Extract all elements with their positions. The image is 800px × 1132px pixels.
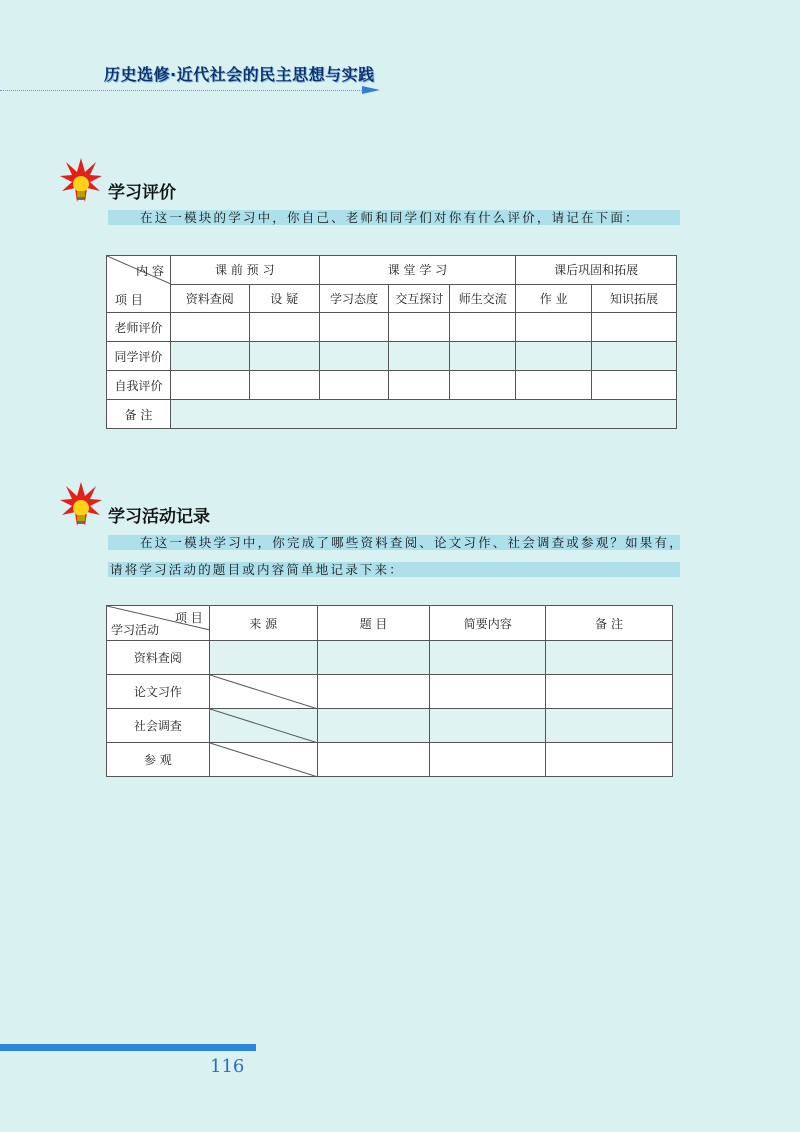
slash-line: [210, 709, 318, 743]
entry-cell[interactable]: [389, 342, 450, 371]
entry-cell[interactable]: [546, 675, 673, 709]
sub-header: 师生交流: [450, 284, 516, 313]
entry-cell[interactable]: [516, 371, 592, 400]
page-number: 116: [210, 1056, 245, 1077]
section-intro-text-line1: 在这一模块学习中，你完成了哪些资料查阅、论文习作、社会调查或参观？如果有，: [140, 535, 684, 550]
entry-cell[interactable]: [546, 641, 673, 675]
table-row: [107, 641, 673, 675]
column-header: 来 源: [209, 606, 317, 641]
sub-header: 设 疑: [249, 284, 319, 313]
entry-cell[interactable]: [389, 313, 450, 342]
activity-record-table: [106, 605, 673, 777]
row-label: 同学评价: [107, 342, 171, 371]
column-header: 备 注: [546, 606, 673, 641]
section-title-activity-record: 学习活动记录: [108, 507, 210, 527]
entry-cell[interactable]: [317, 641, 430, 675]
group-header: 课 堂 学 习: [319, 256, 516, 285]
lightbulb-burst-icon: [60, 482, 102, 534]
table-row: [107, 342, 677, 371]
entry-cell[interactable]: [317, 675, 430, 709]
section-intro-text-line2: 请将学习活动的题目或内容简单地记录下来：: [110, 562, 405, 577]
entry-cell[interactable]: [249, 371, 319, 400]
entry-cell[interactable]: [430, 675, 546, 709]
sub-header: 学习态度: [319, 284, 389, 313]
corner-label-item: 项 目: [115, 293, 143, 307]
sub-header: 知识拓展: [592, 284, 677, 313]
entry-cell[interactable]: [430, 743, 546, 777]
entry-cell[interactable]: [450, 342, 516, 371]
entry-cell[interactable]: [249, 342, 319, 371]
row-label: 老师评价: [107, 313, 171, 342]
entry-cell[interactable]: [546, 743, 673, 777]
row-label-remark: 备 注: [107, 400, 171, 429]
row-label: 论文习作: [107, 675, 210, 709]
remark-cell[interactable]: [170, 400, 676, 429]
table-row: [107, 400, 677, 429]
entry-cell[interactable]: [249, 313, 319, 342]
entry-cell[interactable]: [317, 743, 430, 777]
entry-cell[interactable]: [450, 313, 516, 342]
evaluation-table: [106, 255, 677, 429]
entry-cell[interactable]: [592, 313, 677, 342]
entry-cell[interactable]: [516, 342, 592, 371]
slash-line: [210, 675, 318, 709]
entry-cell[interactable]: [592, 342, 677, 371]
entry-cell[interactable]: [319, 371, 389, 400]
group-header: 课后巩固和拓展: [516, 256, 677, 285]
entry-cell[interactable]: [450, 371, 516, 400]
corner-label-content: 内 容: [136, 264, 164, 278]
table-corner-header: [107, 606, 210, 641]
table-row: [107, 371, 677, 400]
table-corner-header: [107, 256, 171, 313]
entry-cell[interactable]: [430, 641, 546, 675]
table-row: [107, 743, 673, 777]
corner-label-item: 项 目: [174, 611, 203, 625]
entry-cell[interactable]: [317, 709, 430, 743]
entry-cell[interactable]: [546, 709, 673, 743]
footer-accent-bar: [0, 1044, 256, 1051]
column-header: 题 目: [317, 606, 430, 641]
row-label: 社会调查: [107, 709, 210, 743]
entry-cell[interactable]: [319, 313, 389, 342]
lightbulb-burst-icon: [60, 158, 102, 210]
corner-label-activity: 学习活动: [111, 623, 160, 637]
header-dotted-line: [0, 90, 362, 91]
disabled-slash-cell: [209, 743, 317, 777]
entry-cell[interactable]: [592, 371, 677, 400]
section-title-evaluation: 学习评价: [108, 183, 176, 203]
section-intro-text: 在这一模块的学习中，你自己、老师和同学们对你有什么评价，请记在下面：: [140, 210, 640, 225]
entry-cell[interactable]: [389, 371, 450, 400]
sub-header: 交互探讨: [389, 284, 450, 313]
table-row: [107, 313, 677, 342]
entry-cell[interactable]: [209, 641, 317, 675]
table-row: [107, 675, 673, 709]
row-label: 自我评价: [107, 371, 171, 400]
row-label: 参 观: [107, 743, 210, 777]
slash-line: [210, 743, 318, 777]
entry-cell[interactable]: [319, 342, 389, 371]
disabled-slash-cell: [209, 675, 317, 709]
sub-header: 作 业: [516, 284, 592, 313]
disabled-slash-cell: [209, 709, 317, 743]
entry-cell[interactable]: [170, 342, 249, 371]
sub-header: 资料查阅: [170, 284, 249, 313]
entry-cell[interactable]: [430, 709, 546, 743]
row-label: 资料查阅: [107, 641, 210, 675]
group-header: 课 前 预 习: [170, 256, 319, 285]
column-header: 简要内容: [430, 606, 546, 641]
header-arrow-icon: [362, 86, 380, 94]
entry-cell[interactable]: [170, 371, 249, 400]
entry-cell[interactable]: [170, 313, 249, 342]
book-title: 历史选修·近代社会的民主思想与实践: [104, 65, 375, 84]
table-row: [107, 709, 673, 743]
entry-cell[interactable]: [516, 313, 592, 342]
